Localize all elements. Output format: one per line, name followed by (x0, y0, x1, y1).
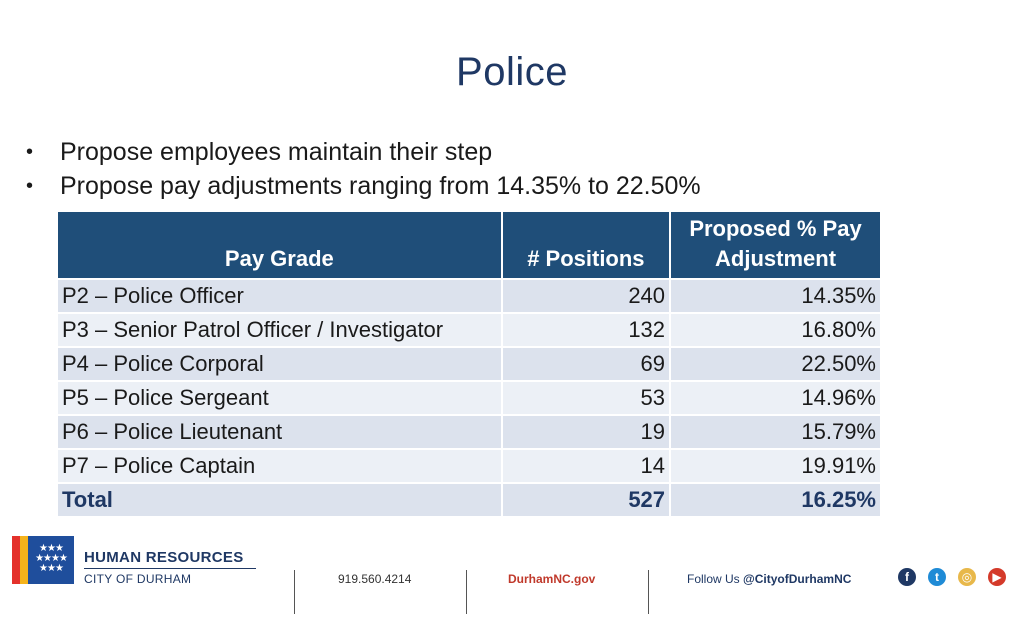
footer-divider (466, 570, 467, 614)
bullet-dot-icon: • (26, 141, 34, 163)
cell-adjustment: 15.79% (671, 414, 880, 448)
bullet-text: Propose pay adjustments ranging from 14.35% to 22.50% (60, 172, 701, 200)
header-adjustment: Proposed % Pay Adjustment (671, 212, 880, 278)
header-positions: # Positions (503, 212, 669, 278)
facebook-icon[interactable]: f (898, 568, 916, 586)
cell-grade: P3 – Senior Patrol Officer / Investigator (58, 312, 501, 346)
stars-icon: ★★★ ★★★★ ★★★ (35, 543, 67, 574)
cell-positions: 14 (503, 448, 669, 482)
footer (0, 528, 1024, 619)
bullet-dot-icon: • (26, 175, 34, 197)
cell-adjustment: 19.91% (671, 448, 880, 482)
cell-positions: 19 (503, 414, 669, 448)
table-row (58, 448, 880, 482)
cell-adjustment: 16.80% (671, 312, 880, 346)
total-label: Total (58, 482, 501, 516)
cell-adjustment: 22.50% (671, 346, 880, 380)
cell-positions: 132 (503, 312, 669, 346)
instagram-icon[interactable]: ◎ (958, 568, 976, 586)
cell-positions: 53 (503, 380, 669, 414)
cell-positions: 69 (503, 346, 669, 380)
table-row (58, 278, 880, 312)
follow-us (687, 572, 851, 586)
bullet-list (24, 135, 701, 203)
twitter-icon[interactable]: t (928, 568, 946, 586)
footer-divider (294, 570, 295, 614)
brand-divider (84, 568, 256, 569)
table-row (58, 346, 880, 380)
website-link[interactable]: DurhamNC.gov (508, 572, 596, 586)
brand-title: HUMAN RESOURCES (84, 549, 244, 566)
follow-handle[interactable]: @CityofDurhamNC (743, 572, 852, 586)
city-flag-logo (12, 536, 74, 584)
cell-grade: P7 – Police Captain (58, 448, 501, 482)
table-row (58, 414, 880, 448)
cell-grade: P4 – Police Corporal (58, 346, 501, 380)
total-positions: 527 (503, 482, 669, 516)
total-adjustment: 16.25% (671, 482, 880, 516)
cell-grade: P6 – Police Lieutenant (58, 414, 501, 448)
youtube-icon[interactable]: ▶ (988, 568, 1006, 586)
table-row (58, 380, 880, 414)
header-pay-grade: Pay Grade (58, 212, 501, 278)
follow-prefix: Follow Us (687, 572, 740, 586)
bullet-text: Propose employees maintain their step (60, 138, 493, 166)
table-row (58, 312, 880, 346)
cell-positions: 240 (503, 278, 669, 312)
phone-number: 919.560.4214 (338, 572, 412, 586)
cell-grade: P5 – Police Sergeant (58, 380, 501, 414)
page-title: Police (456, 50, 568, 94)
pay-table (56, 212, 882, 516)
brand-subtitle: CITY OF DURHAM (84, 572, 192, 586)
footer-divider (648, 570, 649, 614)
cell-adjustment: 14.35% (671, 278, 880, 312)
cell-grade: P2 – Police Officer (58, 278, 501, 312)
table-total-row (58, 482, 880, 516)
bullet-item (24, 169, 701, 203)
cell-adjustment: 14.96% (671, 380, 880, 414)
bullet-item (24, 135, 701, 169)
table-header-row (58, 212, 880, 278)
